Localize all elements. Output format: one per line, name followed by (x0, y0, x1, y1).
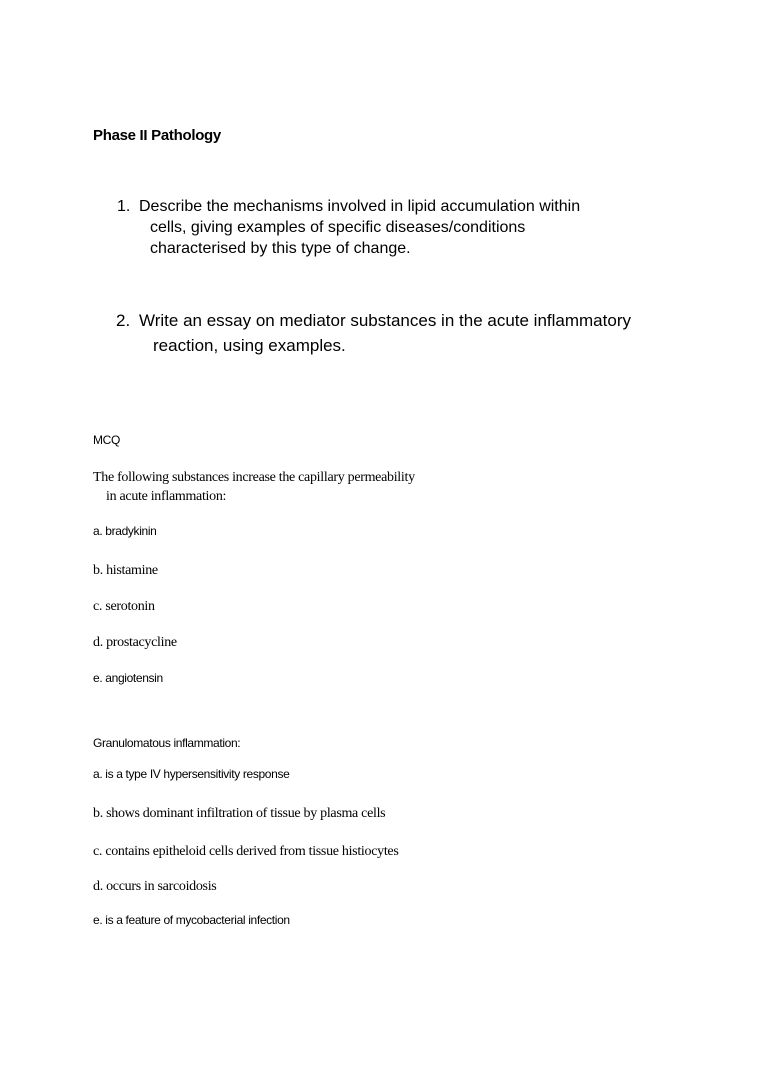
page-title: Phase II Pathology (93, 127, 221, 144)
mcq2-stem: Granulomatous inflammation: (93, 736, 241, 750)
essay-line: reaction, using examples. (153, 336, 346, 355)
essay-question-2 (116, 308, 631, 358)
essay-line: Write an essay on mediator substances in the acute inflammatory (139, 311, 631, 330)
mcq1-stem: The following substances increase the capillary permeability (93, 470, 415, 485)
mcq2-option-a: a. is a type IV hypersensitivity response (93, 767, 290, 781)
mcq1-option-e: e. angiotensin (93, 671, 163, 685)
mcq2-option-c: c. contains epitheloid cells derived from tissue histiocytes (93, 844, 399, 859)
mcq-section-label: MCQ (93, 433, 120, 447)
essay-question-1 (117, 196, 580, 259)
essay-number: 1. (117, 198, 131, 215)
mcq1-option-a: a. bradykinin (93, 524, 157, 538)
mcq2-option-e: e. is a feature of mycobacterial infection (93, 913, 290, 927)
mcq1-option-b: b. histamine (93, 563, 158, 578)
essay-number: 2. (116, 311, 131, 330)
essay-line: Describe the mechanisms involved in lipid accumulation within (139, 198, 581, 215)
mcq2-option-d: d. occurs in sarcoidosis (93, 879, 217, 894)
mcq1-stem-continued: in acute inflammation: (106, 489, 227, 504)
essay-line: cells, giving examples of specific diseases/conditions (150, 219, 526, 236)
mcq1-option-d: d. prostacycline (93, 635, 177, 650)
essay-line: characterised by this type of change. (150, 240, 411, 257)
mcq2-option-b: b. shows dominant infiltration of tissue by plasma cells (93, 806, 386, 821)
mcq1-option-c: c. serotonin (93, 599, 155, 614)
